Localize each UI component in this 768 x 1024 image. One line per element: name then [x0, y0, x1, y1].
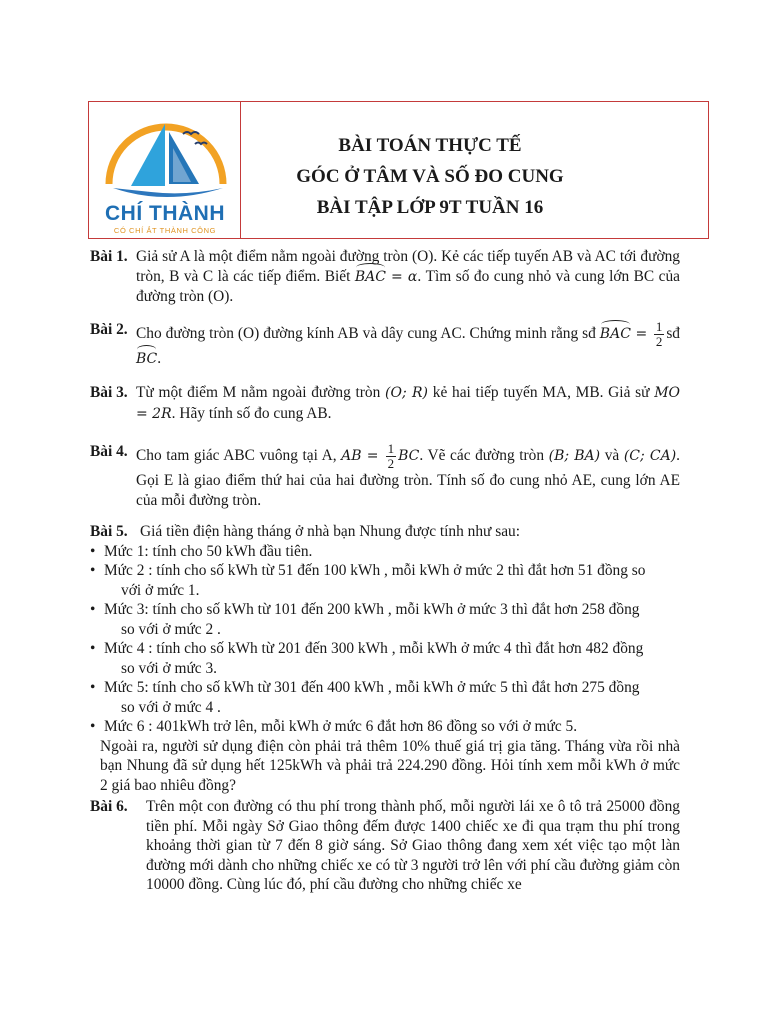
list-item: • Mức 6 : 401kWh trở lên, mỗi kWh ở mức 6 đắt hơn 86 đồng so với ở mức 5.	[90, 717, 680, 737]
problem-number: Bài 1.	[90, 248, 128, 265]
title-line-3: BÀI TẬP LỚP 9T TUẦN 16	[316, 197, 544, 218]
document-titles	[230, 130, 630, 223]
fraction: $\frac{1}{2}$	[387, 441, 395, 471]
problem-3: Bài 3. Từ một điểm M nằm ngoài đường tròn (O; R) kẻ hai tiếp tuyến MA, MB. Giả sử MO = 2R. Hãy tính số đo cung AB.	[90, 384, 681, 422]
problem-6: Bài 6. Trên một con đường có thu phí trong thành phố, mỗi người lái xe ô tô trả 25000 đồng tiền phí. Mỗi ngày Sở Giao thông đếm được 1400 chiếc xe đi qua trạm thu phí trong khoảng thời gian từ 7 đến 8 giờ sáng. Sở Giao thông đang xem xét việc tạo một làn đường mới dành cho những chiếc xe có từ 3 người trở lên với phí cầu đường giảm còn 10000 đồng. Cùng lúc đó, phí cầu đường cho những chiếc xe	[90, 798, 680, 893]
problem-number: Bài 2.	[90, 320, 128, 338]
list-item: • Mức 5: tính cho số kWh từ 301 đến 400 kWh , mỗi kWh ở mức 5 thì đắt hơn 275 đồng so với ở mức 4 .	[90, 678, 680, 717]
problem-5	[90, 522, 680, 795]
problem-4: Bài 4. Cho tam giác ABC vuông tại A, AB = $\frac{1}{2}$ BC. Vẽ các đường tròn (B; BA) và (C; CA). Gọi E là giao điểm thứ hai của hai đường tròn. Tính số đo cung nhỏ AE, cung lớn AE của mỗi đường tròn.	[90, 441, 681, 509]
tariff-list	[90, 542, 680, 737]
problem-number: Bài 5.	[90, 523, 128, 540]
problem-number: Bài 4.	[90, 443, 128, 460]
problem-number: Bài 3.	[90, 384, 128, 401]
sailboat-logo-icon	[91, 104, 239, 204]
arc-bac: BAC	[355, 268, 386, 288]
list-item: • Mức 2 : tính cho số kWh từ 51 đến 100 kWh , mỗi kWh ở mức 2 thì đắt hơn 51 đồng so với ở mức 1.	[90, 561, 680, 600]
problem-list	[90, 247, 680, 908]
problem-2: Bài 2. Cho đường tròn (O) đường kính AB và dây cung AC. Chứng minh rằng sđ BAC = $\frac{1}{2}$ sđ BC.	[90, 320, 680, 370]
title-line-1: BÀI TOÁN THỰC TẾ	[338, 135, 522, 156]
list-item: • Mức 4 : tính cho số kWh từ 201 đến 300 kWh , mỗi kWh ở mức 4 thì đắt hơn 482 đồng so với ở mức 3.	[90, 639, 680, 678]
title-line-2: GÓC Ở TÂM VÀ SỐ ĐO CUNG	[296, 166, 564, 187]
problem-5-question: Ngoài ra, người sử dụng điện còn phải trả thêm 10% thuế giá trị gia tăng. Tháng vừa rồi nhà bạn Nhung đã sử dụng hết 125kWh và phải trả 224.290 đồng. Hỏi tính xem mỗi kWh ở mức 2 giá bao nhiêu đồng?	[100, 737, 680, 794]
arc-bac: BAC	[600, 325, 631, 345]
problem-1: Bài 1. Giả sử A là một điểm nằm ngoài đường tròn (O). Kẻ các tiếp tuyến AB và AC tới đường tròn, B và C là các tiếp điểm. Biết BAC = α. Tìm số đo cung nhỏ và cung lớn BC của đường tròn (O).	[90, 248, 680, 305]
logo-slogan: CÓ CHÍ ẮT THÀNH CÔNG	[113, 226, 217, 235]
logo	[89, 102, 241, 238]
arc-bc: BC	[136, 350, 157, 370]
fraction: $\frac{1}{2}$	[655, 318, 663, 349]
list-item: • Mức 3: tính cho số kWh từ 101 đến 200 kWh , mỗi kWh ở mức 3 thì đắt hơn 258 đồng so với ở mức 2 .	[90, 600, 680, 639]
problem-5-intro: Giá tiền điện hàng tháng ở nhà bạn Nhung được tính như sau:	[140, 523, 521, 540]
problem-number: Bài 6.	[90, 798, 128, 815]
logo-name: CHÍ THÀNH	[105, 202, 225, 225]
list-item: • Mức 1: tính cho 50 kWh đầu tiên.	[90, 542, 680, 562]
